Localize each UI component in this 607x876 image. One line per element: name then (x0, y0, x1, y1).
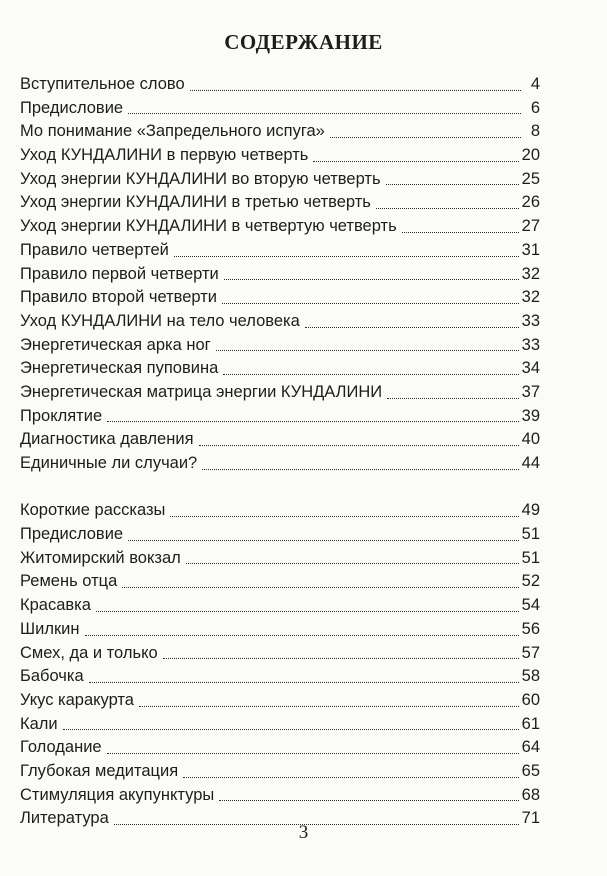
toc-entry-title: Вступительное слово (20, 75, 185, 93)
toc-entry-page: 33 (521, 311, 540, 330)
dot-leader (223, 373, 518, 375)
dot-leader (183, 776, 519, 778)
toc-entry-title: Правило первой четверти (20, 264, 219, 283)
toc-entry-title: Проклятие (20, 406, 103, 425)
toc-entry-title: Правило второй четверти (20, 288, 218, 307)
dot-leader (219, 799, 518, 801)
toc-entry (20, 310, 540, 334)
toc-entry (20, 120, 540, 144)
toc-entry (20, 286, 540, 310)
toc-entry-page: 31 (521, 240, 540, 259)
dot-leader (186, 562, 519, 564)
toc-entry-title: Литература (20, 809, 109, 828)
dot-leader (202, 468, 518, 470)
dot-leader (63, 728, 519, 730)
toc-entry-page: 51 (521, 525, 540, 544)
toc-entry-page: 20 (521, 146, 540, 165)
toc-entry-title: Уход КУНДАЛИНИ в первую четверть (20, 146, 309, 165)
toc-entry-title: Единичные ли случаи? (20, 454, 198, 472)
toc-entry-title: Уход энергии КУНДАЛИНИ во вторую четверть (20, 169, 381, 188)
toc-entry (20, 665, 540, 689)
toc-entry-page: 33 (521, 335, 540, 354)
toc-entry-title: Предисловие (20, 525, 124, 544)
toc-entry-title: Короткие рассказы (20, 501, 166, 520)
toc-entry (20, 642, 540, 666)
section-gap (20, 476, 540, 500)
dot-leader (199, 444, 519, 446)
toc-entry-title: Житомирский вокзал (20, 548, 181, 567)
toc-entry (20, 784, 540, 808)
toc-entry-page: 64 (521, 738, 540, 757)
dot-leader (387, 397, 519, 399)
toc-entry-page: 58 (521, 667, 540, 686)
dot-leader (89, 681, 519, 683)
dot-leader (128, 539, 519, 541)
toc-entry-title: Кали (20, 714, 58, 733)
toc-entry-page: 52 (521, 572, 540, 591)
toc-entry-page: 44 (521, 454, 540, 472)
toc-entry-page: 40 (521, 430, 540, 449)
toc-entry-page: 39 (521, 406, 540, 425)
toc-entry (20, 263, 540, 287)
toc-entry (20, 144, 540, 168)
toc-entry (20, 760, 540, 784)
toc-entry-page: 37 (521, 382, 540, 401)
table-of-contents (20, 73, 540, 831)
toc-entry-page: 57 (521, 643, 540, 662)
dot-leader (402, 231, 519, 233)
toc-entry (20, 334, 540, 358)
dot-leader (216, 349, 519, 351)
toc-entry-page: 34 (521, 359, 540, 378)
toc-entry-page: 61 (521, 714, 540, 733)
dot-leader (96, 610, 519, 612)
toc-entry-title: Ремень отца (20, 572, 118, 591)
dot-leader (330, 136, 521, 138)
toc-entry-page: 32 (521, 288, 540, 307)
toc-entry (20, 523, 540, 547)
dot-leader (107, 752, 519, 754)
dot-leader (139, 705, 519, 707)
page-title: СОДЕРЖАНИЕ (224, 30, 383, 54)
toc-entry-page: 4 (530, 75, 540, 93)
toc-entry (20, 357, 540, 381)
toc-entry (20, 168, 540, 192)
toc-entry (20, 713, 540, 737)
toc-entry-page: 49 (521, 501, 540, 520)
dot-leader (107, 420, 519, 422)
toc-entry (20, 499, 540, 523)
page-number: 3 (298, 822, 309, 843)
dot-leader (305, 326, 519, 328)
toc-entry (20, 381, 540, 405)
toc-entry-title: Энергетическая матрица энергии КУНДАЛИНИ (20, 382, 383, 401)
dot-leader (128, 112, 521, 114)
toc-entry (20, 594, 540, 618)
dot-leader (174, 255, 519, 257)
toc-entry (20, 239, 540, 263)
toc-entry-page: 27 (521, 217, 540, 236)
toc-entry-title: Мо понимание «Запредельного испуга» (20, 122, 325, 141)
toc-entry-page: 8 (530, 122, 540, 141)
toc-entry (20, 736, 540, 760)
toc-entry-page: 68 (521, 785, 540, 804)
toc-entry-page: 32 (521, 264, 540, 283)
toc-entry-page: 65 (521, 761, 540, 780)
toc-entry (20, 215, 540, 239)
toc-entry-title: Уход энергии КУНДАЛИНИ в третью четверть (20, 193, 371, 212)
toc-entry-title: Укус каракурта (20, 690, 134, 709)
dot-leader (376, 207, 519, 209)
toc-entry-title: Смех, да и только (20, 643, 158, 662)
dot-leader (222, 302, 519, 304)
toc-entry (20, 618, 540, 642)
toc-entry-page: 56 (521, 619, 540, 638)
toc-entry (20, 689, 540, 713)
toc-entry (20, 570, 540, 594)
toc-entry (20, 428, 540, 452)
toc-entry-title: Глубокая медитация (20, 761, 179, 780)
toc-entry-title: Красавка (20, 596, 91, 615)
toc-entry-title: Бабочка (20, 667, 84, 686)
toc-entry-page: 71 (521, 809, 540, 828)
toc-entry-page: 25 (521, 169, 540, 188)
toc-entry-page: 60 (521, 690, 540, 709)
dot-leader (313, 160, 518, 162)
dot-leader (224, 278, 519, 280)
toc-entry-title: Уход КУНДАЛИНИ на тело человека (20, 311, 300, 330)
toc-entry-title: Уход энергии КУНДАЛИНИ в четвертую четверть (20, 217, 397, 236)
toc-entry-title: Шилкин (20, 619, 80, 638)
toc-entry-title: Голодание (20, 738, 102, 757)
toc-entry (20, 73, 540, 97)
toc-entry-page: 26 (521, 193, 540, 212)
dot-leader (170, 515, 518, 517)
dot-leader (386, 183, 519, 185)
toc-entry (20, 97, 540, 121)
toc-entry-page: 6 (530, 98, 540, 117)
toc-entry (20, 452, 540, 476)
toc-entry-title: Предисловие (20, 98, 124, 117)
toc-entry-page: 51 (521, 548, 540, 567)
toc-entry-title: Диагностика давления (20, 430, 194, 449)
toc-entry-title: Энергетическая арка ног (20, 335, 211, 354)
toc-entry (20, 405, 540, 429)
toc-entry-title: Стимуляция акупунктуры (20, 785, 215, 804)
dot-leader (85, 634, 519, 636)
dot-leader (122, 586, 518, 588)
dot-leader (190, 89, 521, 91)
toc-entry-title: Энергетическая пуповина (20, 359, 219, 378)
toc-entry-page: 54 (521, 596, 540, 615)
toc-entry (20, 191, 540, 215)
toc-entry-title: Правило четвертей (20, 240, 169, 259)
toc-entry (20, 547, 540, 571)
dot-leader (163, 657, 519, 659)
